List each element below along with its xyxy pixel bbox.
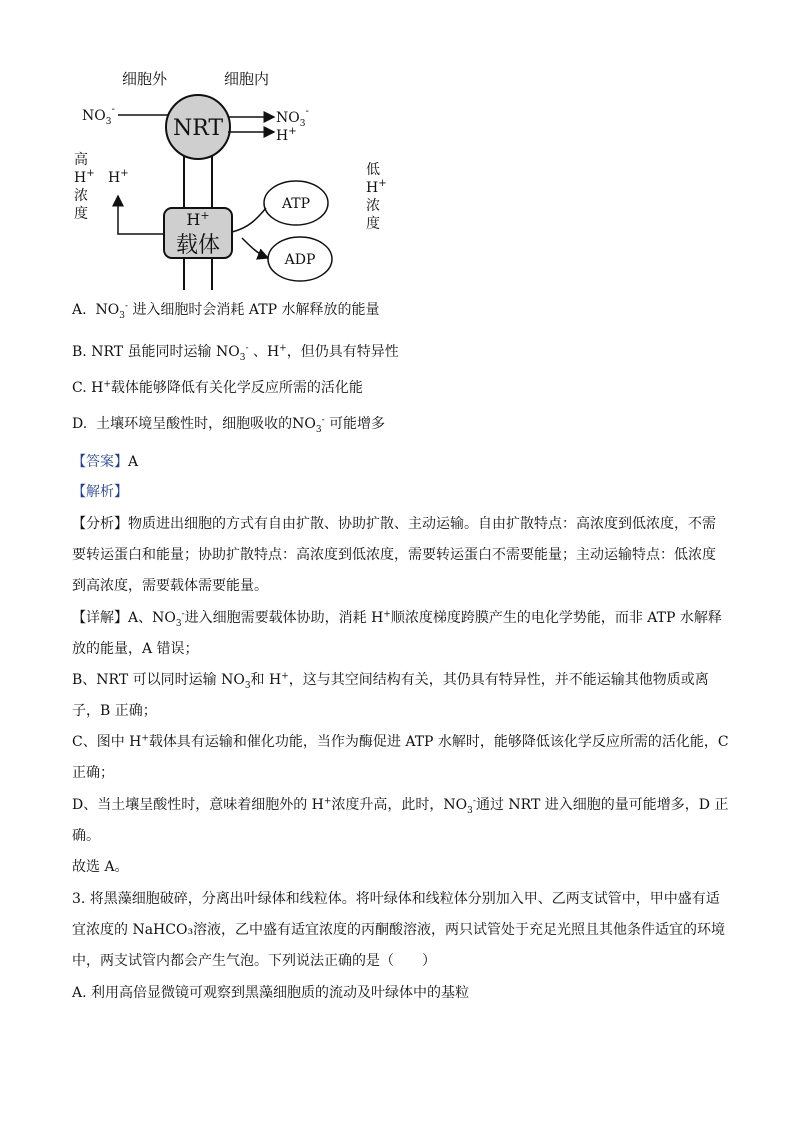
question3-line-1: 3. 将黑藻细胞破碎，分离出叶绿体和线粒体。将叶绿体和线粒体分别加入甲、乙两支试管中，甲中盛有适	[72, 891, 720, 907]
option-b: B. NRT 虽能同时运输 $NO_3^-$ 、H+，但仍具有特异性	[72, 343, 399, 363]
no3-right-label: $NO_3^-$	[276, 106, 309, 129]
high-label-1: 高	[74, 152, 88, 168]
option-d: D. 土壤环境呈酸性时，细胞吸收的$NO_3^-$ 可能增多	[72, 415, 386, 435]
detail-a-line-1: 【详解】A、$NO_3^-$进入细胞需要载体协助，消耗 H+顺浓度梯度跨膜产生的电化学势能，而非 ATP 水解释	[72, 609, 722, 629]
adp-label: ADP	[284, 252, 316, 268]
conclusion-line: 故选 A。	[72, 859, 129, 875]
question3-line-3: 中，两支试管内都会产生气泡。下列说法正确的是（ ）	[72, 953, 436, 969]
analysis-tag: 【解析】	[72, 484, 128, 500]
high-label-3: 浓	[74, 188, 88, 204]
detail-c-line-2: 正确；	[72, 765, 114, 781]
detail-b-line-1: B、NRT 可以同时运输 $NO_3$和 H+，这与其空间结构有关，其仍具有特异性，并不能运输其他物质或离	[72, 671, 709, 691]
fenxi-line-1: 【分析】物质进出细胞的方式有自由扩散、协助扩散、主动运输。自由扩散特点：高浓度到低浓度，不需	[72, 516, 716, 532]
detail-d-line-1: D、当土壤呈酸性时，意味着细胞外的 H+浓度升高，此时，$NO_3^-$通过 NRT 进入细胞的量可能增多，D 正	[72, 796, 729, 816]
h-left-label: H+	[108, 168, 129, 186]
adp-arrow	[242, 238, 268, 258]
detail-c-line-1: C、图中 H+载体具有运输和催化功能，当作为酶促进 ATP 水解时，能够降低该化学反应所需的活化能，C	[72, 733, 729, 750]
low-label-4: 度	[366, 216, 380, 232]
option-c: C. H+载体能够降低有关化学反应所需的活化能	[72, 379, 363, 396]
nrt-transport-diagram	[60, 60, 400, 290]
no3-left-label: $NO_3^-$	[82, 104, 115, 127]
high-label-4: 度	[74, 206, 88, 222]
low-label-2: H+	[366, 178, 387, 196]
analysis-line	[72, 482, 128, 502]
h-right-label: H+	[276, 126, 297, 144]
atp-label: ATP	[281, 196, 311, 212]
h-return-arrow	[118, 196, 164, 234]
high-label-2: H+	[74, 168, 95, 186]
low-label-3: 浓	[366, 198, 380, 214]
detail-a-line-2: 放的能量，A 错误；	[72, 641, 199, 657]
low-label-1: 低	[366, 162, 380, 178]
carrier-top-label: H+	[186, 209, 210, 229]
answer-line	[72, 452, 138, 472]
answer-value: A	[128, 454, 139, 470]
outside-label: 细胞外	[122, 70, 168, 88]
question3-line-2: 宜浓度的 NaHCO₃溶液，乙中盛有适宜浓度的丙酮酸溶液，两只试管处于充足光照且其他条件适宜的环境	[72, 922, 726, 938]
nrt-label: NRT	[172, 116, 224, 141]
question3-option-a: A. 利用高倍显微镜可观察到黑藻细胞质的流动及叶绿体中的基粒	[72, 985, 470, 1001]
fenxi-line-3: 到高浓度，需要载体需要能量。	[72, 578, 268, 594]
inside-label: 细胞内	[224, 70, 270, 88]
fenxi-line-2: 要转运蛋白和能量；协助扩散特点：高浓度到低浓度，需要转运蛋白不需要能量；主动运输特点：低浓度	[72, 547, 716, 563]
atp-link	[232, 208, 266, 232]
detail-d-line-2: 确。	[72, 828, 100, 844]
diagram-svg	[60, 60, 400, 290]
carrier-bottom-label: 载体	[175, 233, 221, 258]
option-a: A. $NO_3^-$ 进入细胞时会消耗 ATP 水解释放的能量	[72, 301, 380, 321]
answer-tag: 【答案】	[72, 454, 128, 470]
detail-b-line-2: 子，B 正确；	[72, 703, 157, 719]
